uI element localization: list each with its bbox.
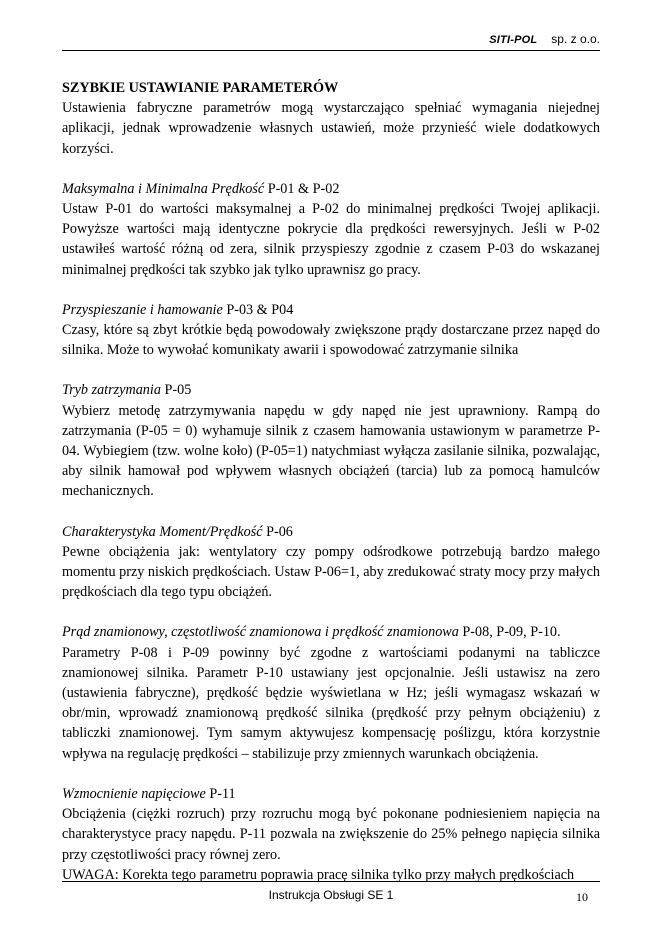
section-rated-values bbox=[62, 622, 600, 763]
page-number: 10 bbox=[576, 890, 588, 904]
section-heading bbox=[62, 300, 600, 320]
manual-title: Instrukcja Obsługi SE 1 bbox=[268, 888, 394, 902]
document-body bbox=[62, 78, 600, 885]
document-title: SZYBKIE USTAWIANIE PARAMETERÓW bbox=[62, 80, 339, 96]
section-name: Wzmocnienie napięciowe bbox=[62, 785, 206, 802]
section-voltage-boost bbox=[62, 784, 600, 885]
company-suffix: sp. z o.o. bbox=[551, 32, 600, 46]
section-params: P-08, P-09, P-10. bbox=[458, 624, 561, 641]
section-params: P-05 bbox=[160, 382, 192, 399]
page-footer bbox=[62, 881, 600, 908]
section-params: P-06 bbox=[262, 523, 293, 540]
section-name: Maksymalna i Minimalna Prędkość bbox=[62, 180, 265, 197]
section-heading bbox=[62, 380, 600, 400]
section-name: Prąd znamionowy, częstotliwość znamionowa i prędkość znamionowa bbox=[62, 624, 459, 641]
section-params: P-11 bbox=[205, 785, 236, 802]
section-stop-mode bbox=[62, 380, 600, 501]
section-name: Przyspieszanie i hamowanie bbox=[62, 301, 223, 318]
brand-logo: SITI-POL bbox=[489, 34, 538, 46]
intro-paragraph: Ustawienia fabryczne parametrów mogą wystarczająco spełniać wymagania niejednej aplikacji, jednak wprowadzenie własnych ustawień, może przynieść wiele dodatkowych korzyści. bbox=[62, 100, 600, 157]
section-heading bbox=[62, 179, 600, 199]
page-header bbox=[62, 30, 600, 51]
section-heading bbox=[62, 522, 600, 542]
section-text: Ustaw P-01 do wartości maksymalnej a P-02 do minimalnej prędkości Twojej aplikacji. Powyższe wartości mają identyczne pokrycie dla prędkości rewersyjnych. Jeśli w P-02 ustawiłeś wartość różną od zera, silnik przyspieszy zgodnie z czasem P-03 do wskazanej minimalnej prędkości tak szybko jak tylko uprawnisz go pracy. bbox=[62, 201, 600, 278]
section-heading bbox=[62, 784, 600, 804]
section-heading bbox=[62, 622, 600, 642]
section-note: UWAGA: Korekta tego parametru poprawia pracę silnika tylko przy małych prędkościach bbox=[62, 866, 575, 883]
section-torque-speed bbox=[62, 522, 600, 603]
section-text: Wybierz metodę zatrzymywania napędu w gdy napęd nie jest uprawniony. Rampą do zatrzymania (P-05 = 0) wyhamuje silnik z czasem hamowania ustawionym w parametrze P-04. Wybiegiem (tzw. wolne koło) (P-05=1) natychmiast wyłącza zasilanie silnika, pozwalając, aby silnik hamował pod wpływem własnych obciążeń (tarcia) lub za pomocą hamulców mechanicznych. bbox=[62, 402, 600, 500]
section-text: Obciążenia (ciężki rozruch) przy rozruchu mogą być pokonane podniesieniem napięcia na charakterystyce pracy napędu. P-11 pozwala na zwiększenie do 25% pełnego napięcia silnika przy częstotliwości pracy równej zero. bbox=[62, 806, 600, 863]
section-name: Charakterystyka Moment/Prędkość bbox=[62, 523, 263, 540]
section-name: Tryb zatrzymania bbox=[62, 382, 161, 399]
section-speed-limits bbox=[62, 179, 600, 280]
section-ramps bbox=[62, 300, 600, 361]
section-params: P-01 & P-02 bbox=[264, 180, 340, 197]
section-text: Pewne obciążenia jak: wentylatory czy pompy odśrodkowe potrzebują bardzo małego momentu przy niskich prędkościach. Ustaw P-06=1, aby zredukować straty mocy przy małych prędkościach dla tego typu obciążeń. bbox=[62, 543, 600, 601]
section-params: P-03 & P04 bbox=[222, 301, 294, 318]
section-text: Parametry P-08 i P-09 powinny być zgodne z wartościami podanymi na tabliczce znamionowej silnika. Parametr P-10 ustawiany jest opcjonalnie. Jeśli ustawisz na zero (ustawienia fabryczne), prędkość będzie wyświetlana w Hz; jeśli wymagasz wskazań w obr/min, wprowadź znamionową prędkość silnika (prędkość przy pełnym obciążeniu) z tabliczki znamionowej. Tym samym aktywujesz kompensację poślizgu, która korzystnie wpływa na regulację prędkości – stabilizuje przy zmiennych warunkach obciążenia. bbox=[62, 644, 600, 762]
section-text: Czasy, które są zbyt krótkie będą powodowały zwiększone prądy dostarczane przez napęd do silnika. Może to wywołać komunikaty awarii i spowodować zatrzymanie silnika bbox=[62, 322, 600, 359]
